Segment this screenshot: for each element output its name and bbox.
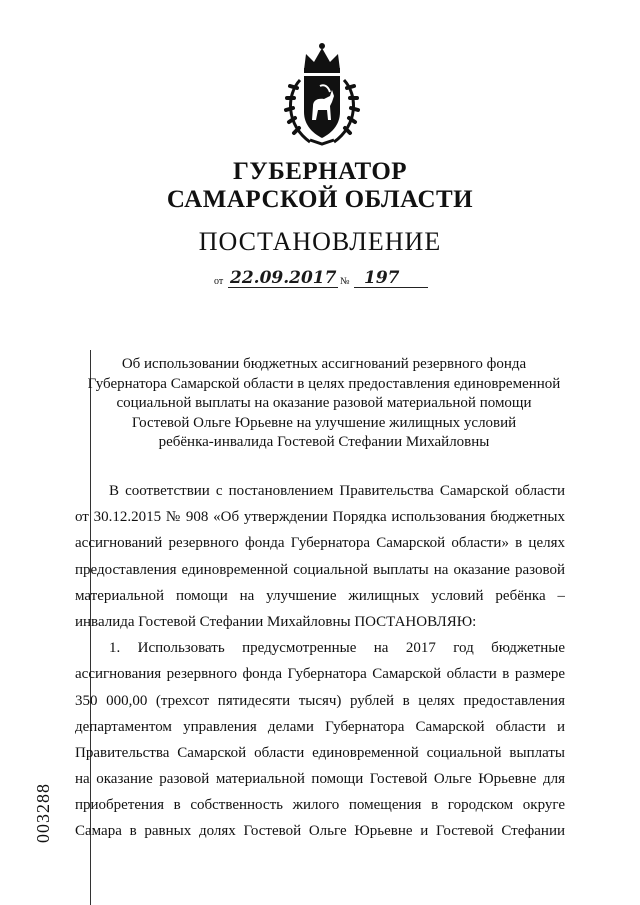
clause-line: 1. Использовать предусмотренные на 2017 год бюджетные bbox=[109, 640, 565, 657]
preamble-line: В соответствии с постановлением Правительства Самарской области bbox=[109, 483, 565, 499]
subject-line: Гостевой Ольге Юрьевне на улучшение жилищных условий bbox=[131, 414, 517, 431]
clause-line: ассигнования резервного фонда Губернатора Самарской области в размере bbox=[75, 666, 565, 683]
clause-line: на оказание разовой материальной помощи Гостевой Ольге Юрьевне для bbox=[75, 771, 565, 788]
preamble-line: от 30.12.2015 № 908 «Об утверждении Порядка использования бюджетных bbox=[75, 509, 565, 526]
clause-line: Самара в равных долях Гостевой Ольге Юрьевне и Гостевой Стефании bbox=[75, 823, 565, 840]
clause-line: Правительства Самарской области единовременной социальной выплаты bbox=[75, 744, 565, 761]
preamble-line: материальной помощи на улучшение жилищных условий ребёнка – bbox=[75, 587, 565, 604]
clause-line: департаментом управления делами Губернатора Самарской области и bbox=[75, 718, 565, 735]
samara-coat-of-arms-icon bbox=[280, 40, 364, 150]
subject-line: ребёнка-инвалида Гостевой Стефании Михайловны bbox=[158, 434, 490, 450]
preamble-line: ассигнований резервного фонда Губернатора Самарской области» в целях bbox=[75, 535, 565, 552]
date-value: 22.09.2017 bbox=[230, 268, 337, 288]
preamble-line: инвалида Гостевой Стефании Михайловны ПОСТАНОВЛЯЮ: bbox=[75, 613, 477, 630]
issuer-title-line2: САМАРСКОЙ ОБЛАСТИ bbox=[166, 186, 474, 213]
subject-line: Об использовании бюджетных ассигнований резервного фонда bbox=[121, 356, 527, 372]
document-subject bbox=[78, 355, 570, 453]
document-body bbox=[75, 478, 565, 845]
preamble-line: предоставления единовременной социальной выплаты на оказание разовой bbox=[75, 561, 565, 578]
registration-number: 003288 bbox=[33, 783, 53, 843]
document-type: ПОСТАНОВЛЕНИЕ bbox=[198, 227, 442, 256]
document-date-number bbox=[214, 268, 444, 290]
number-value: 197 bbox=[364, 268, 400, 288]
clause-line: приобретения в собственность жилого помещения в городском округе bbox=[75, 797, 565, 814]
clause-line: 350 000,00 (трехсот пятидесяти тысяч) рублей в целях предоставления bbox=[75, 692, 565, 709]
subject-line: Губернатора Самарской области в целях предоставления единовременной bbox=[87, 375, 561, 392]
date-label: от bbox=[214, 276, 224, 287]
issuer-title-line1: ГУБЕРНАТОР bbox=[232, 158, 408, 185]
subject-line: социальной выплаты на оказание разовой материальной помощи bbox=[116, 395, 532, 411]
number-label: № bbox=[340, 276, 350, 287]
